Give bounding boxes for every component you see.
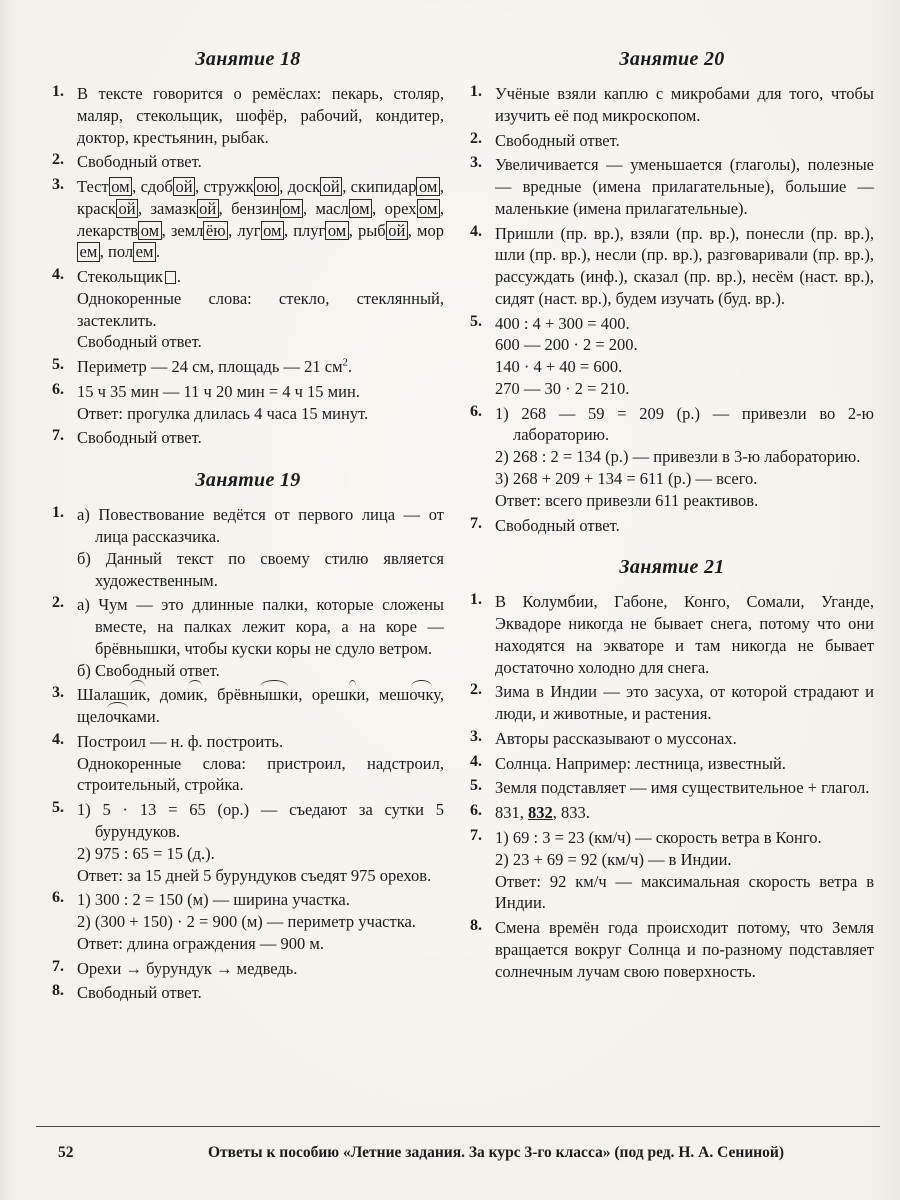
item-number: 8. [52, 982, 64, 1000]
text-run: у, щел [77, 685, 444, 727]
answer-item [52, 731, 444, 796]
run-caret: очк [409, 685, 434, 705]
text-run: Однокоренные слова: пристроил, надстроил, строительный, стройка. [77, 753, 444, 795]
item-number: 4. [470, 222, 482, 240]
text-run: Периметр — 24 см, площадь — 21 см [77, 357, 343, 377]
item-paragraph [77, 403, 444, 425]
item-body [77, 731, 444, 796]
item-paragraph [495, 154, 874, 219]
item-body [77, 266, 444, 353]
text-run: ами. [129, 707, 160, 727]
item-paragraph [77, 843, 444, 865]
text-run: Шалаш [77, 685, 130, 705]
item-paragraph [77, 427, 444, 449]
item-paragraph [77, 594, 444, 659]
item-body [495, 403, 874, 512]
run-box: ем [77, 242, 100, 261]
item-paragraph [495, 777, 874, 799]
section-title: Занятие 21 [619, 556, 725, 579]
item-paragraph [495, 313, 874, 335]
item-number: 3. [470, 727, 482, 745]
text-run: Зима в Индии — это засуха, от которой страдают и люди, и животные, и растения. [495, 682, 874, 724]
text-run: . [347, 357, 353, 377]
answer-item [470, 777, 874, 799]
item-paragraph [77, 331, 444, 353]
text-run: , луг [228, 220, 261, 240]
item-paragraph [495, 446, 874, 468]
section-title: Занятие 20 [619, 48, 725, 70]
item-body [495, 802, 874, 824]
text-run: Тест [77, 177, 109, 197]
text-run: Ответ: прогулка длилась 4 часа 15 минут. [77, 403, 369, 423]
run-caret: очк [105, 707, 130, 727]
text-run: Земля подставляет — имя существительное + глагол. [495, 778, 870, 798]
item-paragraph [77, 911, 444, 933]
item-number: 1. [470, 83, 482, 100]
text-run: , лекарств [77, 198, 445, 240]
run-box: ом [325, 221, 348, 240]
item-paragraph [77, 660, 444, 682]
item-paragraph [77, 381, 444, 403]
item-number: 5. [470, 777, 482, 795]
item-paragraph [77, 753, 444, 797]
text-run: Смена времён года происходит потому, что Земля вращается вокруг Солнца и по-разному подставляет солнечным лучам свою поверхность. [495, 918, 874, 981]
item-number: 6. [52, 889, 64, 907]
text-run: 1) 300 : 2 = 150 (м) — ширина участка. [77, 890, 350, 910]
item-paragraph [495, 917, 874, 982]
item-number: 7. [470, 514, 482, 532]
item-body [77, 684, 444, 728]
item-body [77, 83, 444, 148]
section-title: Занятие 18 [195, 48, 301, 70]
answer-item [470, 753, 874, 775]
item-body [495, 827, 874, 914]
text-run: а) Повествование ведётся от первого лица — от лица рассказчика. [77, 505, 444, 547]
answer-item [470, 802, 874, 824]
answer-item [470, 403, 874, 512]
item-paragraph [495, 334, 874, 356]
item-number: 3. [52, 176, 64, 194]
item-paragraph [495, 515, 874, 537]
item-number: 5. [52, 356, 64, 374]
item-paragraph [495, 849, 874, 871]
item-number: 2. [470, 129, 482, 147]
run-box: ой [116, 199, 138, 218]
run-box: ёю [203, 221, 228, 240]
item-body [495, 777, 874, 799]
column-2 [470, 42, 874, 1024]
answer-item [52, 889, 444, 954]
section [470, 556, 874, 982]
text-run: Однокоренные слова: стекло, стеклянный, застеклить. [77, 288, 444, 330]
answer-item [470, 728, 874, 750]
text-run: , рыб [348, 220, 386, 240]
text-run: , скипидар [342, 177, 417, 197]
item-paragraph [77, 288, 444, 332]
text-run: б) Данный текст по своему стилю является художественным. [77, 548, 444, 590]
text-run: В тексте говорится о ремёслах: пекарь, столяр, маляр, стекольщик, шофёр, рабочий, кондитер, доктор, крестьянин, рыбак. [77, 84, 444, 147]
item-body [77, 958, 444, 980]
text-run: Авторы рассказывают о муссонах. [495, 728, 737, 748]
text-run: 2) 23 + 69 = 92 (км/ч) — в Индии. [495, 849, 732, 869]
text-run: Стекольщик [77, 267, 163, 287]
text-run: б) Свободный ответ. [77, 660, 220, 680]
text-run: Построил — н. ф. построить. [77, 731, 284, 751]
text-run: , доск [279, 177, 321, 197]
page-number: 52 [58, 1144, 74, 1161]
item-body [495, 130, 874, 152]
item-paragraph [495, 753, 874, 775]
text-run: 15 ч 35 мин — 11 ч 20 мин = 4 ч 15 мин. [77, 381, 360, 401]
item-body [77, 504, 444, 591]
answer-item [470, 515, 874, 537]
text-run: Свободный ответ. [77, 983, 202, 1003]
item-number: 6. [470, 402, 482, 420]
run-box: ом [417, 199, 440, 218]
run-box: ем [133, 242, 156, 261]
item-paragraph [77, 356, 444, 378]
text-run: В Колумбии, Габоне, Конго, Сомали, Уганде, Эквадоре никогда не бывает снега, потому что они находятся на экваторе и там никогда не бывает достаточно холодно для снега. [495, 592, 874, 677]
text-run: 270 — 30 · 2 = 210. [495, 378, 630, 398]
item-number: 5. [470, 312, 482, 330]
run-box: ом [280, 199, 303, 218]
answer-item [52, 504, 444, 591]
text-run: 140 · 4 + 40 = 600. [495, 357, 623, 377]
text-run: 2) (300 + 150) · 2 = 900 (м) — периметр участка. [77, 912, 416, 932]
item-paragraph [495, 83, 874, 127]
text-run: Свободный ответ. [77, 332, 202, 352]
text-run: , стружк [195, 177, 254, 197]
text-run: 1) 69 : 3 = 23 (км/ч) — скорость ветра в Конго. [495, 827, 822, 847]
answer-item [470, 130, 874, 152]
item-number: 6. [52, 380, 64, 398]
item-paragraph [77, 504, 444, 548]
item-paragraph [77, 151, 444, 173]
answer-item [52, 799, 444, 886]
item-number: 1. [52, 504, 64, 522]
item-body [495, 223, 874, 310]
run-caret: ик [186, 685, 204, 705]
run-caret: к [348, 685, 357, 705]
item-paragraph [77, 731, 444, 753]
answer-item [470, 83, 874, 127]
run-box: ою [254, 177, 280, 196]
footer-caption: Ответы к пособию «Летние задания. За курс 3-го класса» (под ред. Н. А. Сениной) [207, 1144, 785, 1161]
answer-item [470, 154, 874, 219]
text-run: Увеличивается — уменьшается (глаголы), полезные — вредные (имена прилагательные), большие — маленькие (имена прилагательные). [495, 155, 874, 218]
item-body [495, 83, 874, 127]
item-body [495, 753, 874, 775]
run-box: ом [109, 177, 132, 196]
answer-item [52, 381, 444, 425]
run-nullbox [165, 271, 176, 284]
item-paragraph [77, 266, 444, 288]
text-run: Ответ: 92 км/ч — максимальная скорость ветра в Индии. [495, 871, 874, 913]
answer-item [52, 356, 444, 378]
answer-item [470, 681, 874, 725]
text-run: Орехи → бурундук → медведь. [77, 958, 298, 978]
run-box: ой [320, 177, 342, 196]
item-body [495, 591, 874, 678]
section [52, 48, 444, 449]
item-paragraph [77, 176, 444, 263]
item-paragraph [495, 468, 874, 490]
item-paragraph [495, 681, 874, 725]
text-run: , брёвн [203, 685, 258, 705]
text-run: Пришли (пр. вр.), взяли (пр. вр.), понесли (пр. вр.), шли (пр. вр.), несли (пр. вр.), разговаривали (пр. вр.), рассуждать (инф.), сказал (пр. вр.), несём (наст. вр.), сидят (наст. вр.), будем изучать (буд. вр.). [495, 223, 874, 308]
item-number: 7. [470, 826, 482, 844]
text-run: и, меш [356, 685, 410, 705]
text-run: , мор [407, 220, 444, 240]
text-run: . [155, 242, 161, 262]
item-body [77, 982, 444, 1004]
item-number: 3. [52, 684, 64, 702]
item-body [495, 313, 874, 400]
run-box: ой [197, 199, 219, 218]
item-paragraph [77, 83, 444, 148]
item-body [77, 594, 444, 681]
text-run: , краск [77, 177, 444, 218]
text-run: Свободный ответ. [495, 515, 620, 535]
text-run: , земл [161, 220, 204, 240]
item-body [495, 681, 874, 725]
answer-item [52, 176, 444, 263]
section [52, 469, 444, 1004]
answer-item [52, 427, 444, 449]
item-number: 2. [470, 681, 482, 699]
answer-item [470, 827, 874, 914]
answer-item [52, 83, 444, 148]
item-body [77, 176, 444, 263]
answer-item [52, 266, 444, 353]
text-run: Свободный ответ. [495, 130, 620, 150]
run-box: ом [349, 199, 372, 218]
answer-item [52, 958, 444, 980]
answer-item [52, 151, 444, 173]
item-paragraph [495, 378, 874, 400]
item-paragraph [495, 728, 874, 750]
text-run: , пол [99, 242, 134, 262]
text-run: Солнца. Например: лестница, известный. [495, 753, 786, 773]
item-body [77, 889, 444, 954]
item-body [77, 799, 444, 886]
text-run: 600 — 200 · 2 = 200. [495, 335, 638, 355]
run-caret: ышк [257, 685, 290, 705]
item-paragraph [77, 958, 444, 980]
text-run: 2) 268 : 2 = 134 (р.) — привезли в 3-ю лабораторию. [495, 447, 861, 467]
text-run: 831, [495, 803, 528, 823]
item-number: 3. [470, 154, 482, 172]
run-box: ом [416, 177, 439, 196]
answer-item [52, 594, 444, 681]
item-number: 1. [470, 591, 482, 609]
column-1 [52, 42, 444, 1024]
text-run: Ответ: длина ограждения — 900 м. [77, 933, 324, 953]
item-paragraph [77, 865, 444, 887]
text-run: , масл [303, 198, 349, 218]
item-paragraph [495, 403, 874, 447]
item-number: 2. [52, 151, 64, 169]
text-run: 1) 5 · 13 = 65 (ор.) — съедают за сутки 5 бурундуков. [77, 800, 444, 841]
item-body [495, 515, 874, 537]
item-number: 1. [52, 83, 64, 100]
text-run: , 833. [552, 803, 590, 823]
item-body [77, 151, 444, 173]
answer-item [52, 684, 444, 728]
item-paragraph [495, 871, 874, 915]
item-paragraph [495, 223, 874, 310]
item-body [495, 154, 874, 219]
answer-item [470, 917, 874, 982]
run-bu: 832 [528, 803, 553, 823]
text-run: 1) 268 — 59 = 209 (р.) — привезли во 2-ю лабораторию. [495, 403, 874, 445]
text-run: , плуг [283, 220, 326, 240]
text-run: Ответ: за 15 дней 5 бурундуков съедят 975 орехов. [77, 865, 432, 885]
item-paragraph [77, 933, 444, 955]
footer-rule [36, 1126, 880, 1127]
text-run: 2) 975 : 65 = 15 (д.). [77, 843, 215, 863]
item-paragraph [77, 982, 444, 1004]
item-paragraph [495, 827, 874, 849]
run-box: ом [261, 221, 284, 240]
item-paragraph [77, 889, 444, 911]
item-paragraph [495, 130, 874, 152]
text-run: 400 : 4 + 300 = 400. [495, 313, 630, 333]
section-title: Занятие 19 [195, 469, 301, 492]
run-box: ом [138, 221, 161, 240]
answer-item [470, 591, 874, 678]
item-body [495, 917, 874, 982]
text-run: 3) 268 + 209 + 134 = 611 (р.) — всего. [495, 469, 758, 489]
text-run: Учёные взяли каплю с микробами для того, чтобы изучить её под микроскопом. [495, 84, 874, 125]
item-number: 5. [52, 799, 64, 817]
item-number: 4. [470, 752, 482, 770]
item-paragraph [77, 548, 444, 592]
text-run: , сдоб [132, 177, 173, 197]
run-box: ой [173, 177, 195, 196]
page-footer [0, 1122, 900, 1200]
item-body [77, 356, 444, 378]
answer-item [470, 313, 874, 400]
item-number: 7. [52, 957, 64, 975]
text-run: , дом [146, 685, 187, 705]
text-run: . [176, 267, 182, 287]
item-number: 8. [470, 917, 482, 935]
item-number: 4. [52, 730, 64, 748]
text-run: Свободный ответ. [77, 152, 202, 172]
run-box: ой [386, 221, 408, 240]
item-body [77, 427, 444, 449]
item-paragraph [77, 799, 444, 843]
item-paragraph [495, 591, 874, 678]
item-body [495, 728, 874, 750]
text-run: а) Чум — это длинные палки, которые сложены вместе, на палках лежит кора, а на коре — брёвнышки, чтобы куски коры не сдуло ветром. [77, 595, 444, 658]
answer-item [52, 982, 444, 1004]
text-run: , орех [372, 198, 417, 218]
text-run: , замазк [138, 198, 197, 218]
item-number: 6. [470, 802, 482, 820]
footer-row [0, 1122, 900, 1162]
run-sup: 2 [342, 356, 348, 369]
answer-item [470, 223, 874, 310]
item-number: 2. [52, 594, 64, 612]
item-paragraph [495, 802, 874, 824]
item-paragraph [495, 490, 874, 512]
section [470, 48, 874, 536]
text-run: , бензин [218, 198, 280, 218]
text-run: Свободный ответ. [77, 428, 202, 448]
text-run: и, ореш [289, 685, 349, 705]
item-number: 7. [52, 427, 64, 445]
run-caret: ик [129, 685, 147, 705]
text-run: Ответ: всего привезли 611 реактивов. [495, 490, 759, 510]
item-number: 4. [52, 266, 64, 284]
item-body [77, 381, 444, 425]
item-paragraph [495, 356, 874, 378]
item-paragraph [77, 684, 444, 728]
